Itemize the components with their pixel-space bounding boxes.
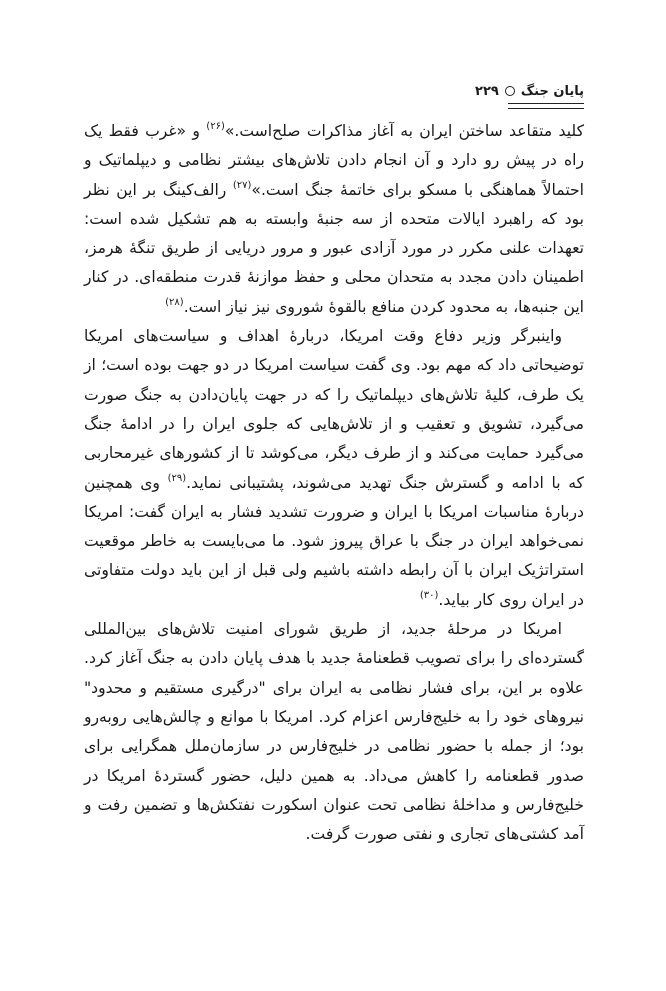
- page-number: ۲۲۹: [475, 83, 499, 99]
- paragraph-3: [84, 615, 584, 849]
- text-segment: واینبرگر وزیر دفاع وقت امریکا، دربارهٔ اهداف و سیاست‌های امریکا توضیحاتی داد که مهم بود. وی گفت سیاست امریکا در دو جهت بوده است؛ از یک طرف، کلیهٔ تلاش‌های دیپلماتیک را که در جهت پایان‌دادن به جنگ صورت می‌گیرد، تشویق و تعقیب و از تلاش‌هایی که جلوی ایران را در ادامهٔ جنگ می‌گیرد حمایت می‌کند و از طرف دیگر، می‌کوشد تا از کشورهای غیرمحاربی که با ادامه و گسترش جنگ تهدید می‌شوند، پشتیبانی نماید.: [84, 327, 584, 492]
- text-segment: امریکا در مرحلهٔ جدید، از طریق شورای امنیت تلاش‌های بین‌المللی گسترده‌ای را برای تصویب قطعنامهٔ جدید با هدف پایان دادن به جنگ آغاز کرد. علاوه بر این، برای فشار نظامی به ایران برای "درگیری مستقیم و محدود" نیروهای خود را به خلیج‌فارس اعزام کرد. امریکا با موانع و چالش‌هایی روبه‌رو بود؛ از جمله با حضور نظامی در خلیج‌فارس در سازمان‌ملل همگرایی برای صدور قطعنامه را کاهش می‌داد. به همین دلیل، حضور گستردهٔ امریکا در خلیج‌فارس و مداخلهٔ نظامی تحت عنوان اسکورت نفتکش‌ها و تضمین رفت و آمد کشتی‌های تجاری و نفتی صورت گرفت.: [84, 620, 584, 844]
- footnote-ref-28: (۲۸): [165, 296, 184, 308]
- footnote-ref-30: (۳۰): [419, 589, 439, 601]
- header-double-rule: [508, 103, 584, 109]
- footnote-ref-26: (۲۶): [206, 121, 225, 132]
- text-segment: کلید متقاعد ساختن ایران به آغاز مذاکرات صلح‌است.»: [224, 122, 585, 140]
- footnote-ref-27: (۲۷): [232, 179, 252, 191]
- running-header: [475, 80, 584, 102]
- text-segment: وی همچنین دربارهٔ مناسبات امریکا با ایران و ضرورت تشدید فشار به ایران گفت: امریکا نمی‌خواهد ایران در جنگ با عراق پیروز شود. ما می‌بایست به خاطر موقعیت استراتژیک ایران با آن رابطه داشته باشیم ولی قبل از این باید دولت متفاوتی در ایران روی کار بیاید.: [84, 473, 584, 609]
- paragraph-2: [84, 322, 584, 615]
- footnote-ref-29: (۲۹): [167, 472, 187, 484]
- chapter-title: پایان جنگ: [520, 83, 584, 99]
- text-segment: و «غرب فقط یک راه در پیش رو دارد و آن انجام دادن تلاش‌های بیشتر نظامی و دیپلماتیک و احتمالاً هماهنگی با مسکو برای خاتمهٔ جنگ است.»: [84, 122, 584, 199]
- body-text: [84, 117, 584, 849]
- paragraph-1: [84, 117, 584, 322]
- circle-separator-icon: [505, 86, 515, 96]
- text-segment: رالف‌کینگ بر این نظر بود که راهبرد ایالات متحده از سه جنبهٔ وابسته به هم تشکیل شده است: تعهدات علنی مکرر در مورد آزادی عبور و مرور دریایی از طریق تنگهٔ هرمز، اطمینان دادن مجدد به متحدان محلی و حفظ موازنهٔ قدرت منطقه‌ای. در کنار این جنبه‌ها، به محدود کردن منافع بالقوهٔ شوروی نیز نیاز است.: [84, 180, 584, 316]
